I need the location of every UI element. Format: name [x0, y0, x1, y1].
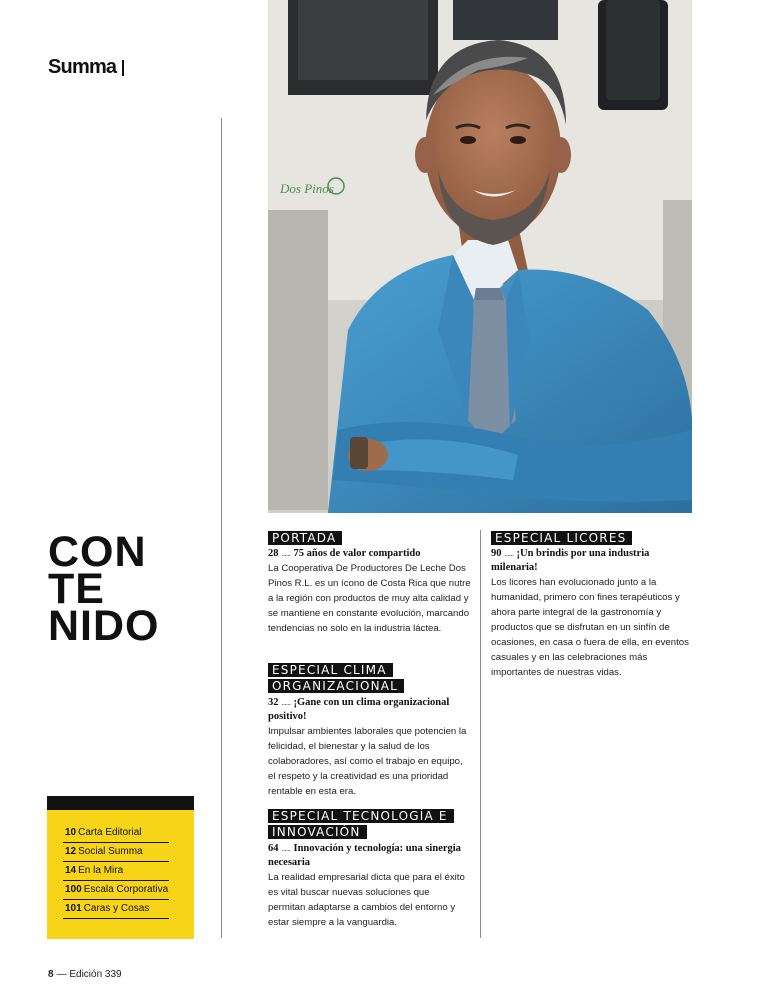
section-licores	[491, 530, 691, 680]
article-summary: Impulsar ambientes laborales que potencien la felicidad, el bienestar y la salud de los colaboradores, así como el trabajo en equipo, el respeto y la creatividad es una prioridad rentable en esta era.	[268, 726, 467, 797]
article-title: ¡Un brindis por una industria milenaria!	[491, 548, 650, 573]
index-label: En la Mira	[78, 865, 124, 876]
index-page-number: 10	[65, 827, 77, 838]
index-page-number: 14	[65, 865, 77, 876]
article-page-number: 90	[491, 548, 502, 559]
section-tag: ESPECIAL TECNOLOGÍA E INNOVACIÓN	[268, 809, 454, 839]
article-page-number: 32	[268, 697, 279, 708]
vertical-divider-columns	[480, 530, 481, 938]
section-tecnologia	[268, 808, 468, 930]
page-title	[48, 528, 160, 650]
index-label: Social Summa	[78, 846, 143, 857]
leader-dots: ......	[281, 844, 291, 853]
index-item[interactable]	[63, 824, 169, 843]
brand-name: Summa	[48, 56, 117, 78]
article-summary: Los licores han evolucionado junto a la humanidad, primero con fines terapéuticos y ahora parte integral de la gastronomía y productos que se disfrutan en un sinfín de ocasiones, en casa o fuera de ella, en eventos casuales y en las celebraciones más importantes de nuestras vidas.	[491, 577, 689, 678]
cover-photo	[268, 0, 692, 513]
title-line-3: NIDO	[48, 602, 160, 650]
article-summary: La Cooperativa De Productores De Leche Dos Pinos R.L. es un ícono de Costa Rica que nutre a la región con productos de muy alta calidad y se mantiene en constante evolución, marcando tendencias no solo en la industria láctea.	[268, 563, 471, 634]
index-label: Carta Editorial	[78, 827, 142, 838]
index-item[interactable]	[63, 843, 169, 862]
article-title: Innovación y tecnología: una sinergia necesaria	[268, 843, 461, 868]
footer-edition: — Edición 339	[56, 969, 122, 980]
index-item[interactable]	[63, 862, 169, 881]
section-portada	[268, 530, 473, 636]
section-tag: ESPECIAL LICORES	[491, 531, 632, 545]
index-list	[63, 824, 169, 919]
title-line-1: CON	[48, 528, 147, 576]
page-footer	[48, 969, 122, 980]
index-label: Caras y Cosas	[83, 903, 150, 914]
article-title: ¡Gane con un clima organizacional positivo!	[268, 697, 450, 722]
article-headline[interactable]	[268, 547, 473, 561]
index-page-number: 100	[65, 884, 82, 895]
article-summary: La realidad empresarial dicta que para el éxito es vital buscar nuevas soluciones que permitan adaptarse a cambios del entorno y estar siempre a la vanguardia.	[268, 872, 465, 928]
index-item[interactable]	[63, 900, 169, 919]
article-page-number: 64	[268, 843, 279, 854]
index-label: Escala Corporativa	[83, 884, 169, 895]
index-box-header-bar	[47, 796, 194, 810]
article-title: 75 años de valor compartido	[293, 548, 421, 559]
leader-dots: ......	[281, 549, 291, 558]
index-item[interactable]	[63, 881, 169, 900]
index-page-number: 101	[65, 903, 82, 914]
article-headline[interactable]	[268, 842, 468, 870]
footer-page-number: 8	[48, 969, 54, 980]
vertical-divider-left	[221, 118, 222, 938]
article-page-number: 28	[268, 548, 279, 559]
section-tag: PORTADA	[268, 531, 342, 545]
article-headline[interactable]	[491, 547, 691, 575]
section-tag: ESPECIAL CLIMA ORGANIZACIONAL	[268, 663, 404, 693]
section-clima	[268, 662, 468, 799]
leader-dots: ......	[281, 698, 291, 707]
article-headline[interactable]	[268, 696, 468, 724]
title-line-2: TE	[48, 565, 105, 613]
truck-logo: Dos Pinos	[280, 181, 334, 196]
brand-logo	[48, 56, 124, 79]
leader-dots: ......	[504, 549, 514, 558]
brand-divider	[122, 60, 124, 76]
index-page-number: 12	[65, 846, 77, 857]
